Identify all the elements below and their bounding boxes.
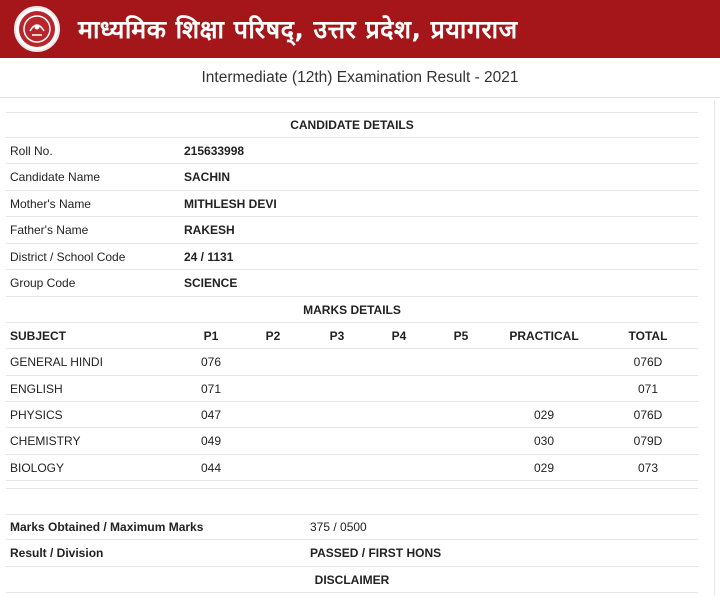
header-p1: P1 (203, 328, 219, 343)
practical-cell: 029 (533, 407, 555, 422)
header-p2: P2 (265, 328, 281, 343)
result-title: Intermediate (12th) Examination Result - 2021 (0, 58, 720, 98)
marks-obtained-label: Marks Obtained / Maximum Marks (10, 520, 204, 534)
candidate-row-name (6, 164, 698, 191)
p1-cell: 071 (200, 381, 222, 396)
practical-cell: 030 (533, 434, 555, 448)
field-label: District / School Code (10, 249, 126, 264)
candidate-section-title: CANDIDATE DETAILS (290, 118, 414, 132)
marks-section-header (6, 297, 698, 323)
candidate-row-father (6, 217, 698, 244)
result-division-label: Result / Division (10, 546, 104, 560)
marks-table-header (6, 323, 698, 349)
subject-cell: PHYSICS (10, 407, 63, 422)
practical-cell: 029 (533, 460, 555, 475)
subject-cell: ENGLISH (10, 381, 63, 396)
subject-cell: BIOLOGY (10, 460, 65, 475)
p1-cell: 044 (200, 460, 222, 475)
table-row (6, 428, 698, 455)
marks-section-title: MARKS DETAILS (303, 302, 401, 317)
result-division-row (6, 540, 698, 567)
candidate-row-group (6, 270, 698, 297)
field-value: RAKESH (184, 223, 235, 237)
header-p4: P4 (391, 328, 407, 343)
table-row (6, 349, 698, 376)
marks-obtained-row (6, 514, 698, 540)
result-division-value: PASSED / FIRST HONS (310, 546, 442, 560)
candidate-row-mother (6, 191, 698, 217)
candidate-section-header (6, 112, 698, 138)
p1-cell: 049 (200, 434, 222, 448)
candidate-row-district (6, 244, 698, 270)
total-cell: 076D (633, 407, 663, 422)
field-value: SACHIN (184, 170, 231, 184)
field-value: 215633998 (184, 143, 245, 158)
page-border (714, 100, 715, 596)
table-row (6, 376, 698, 402)
table-row (6, 402, 698, 428)
field-label: Mother's Name (10, 196, 91, 211)
total-cell: 076D (633, 355, 663, 369)
candidate-row-roll (6, 138, 698, 164)
header-p3: P3 (329, 328, 345, 343)
field-value: MITHLESH DEVI (184, 196, 277, 211)
field-label: Father's Name (10, 223, 89, 237)
field-label: Group Code (10, 276, 76, 290)
header-practical: PRACTICAL (509, 328, 579, 343)
marks-obtained-value: 375 / 0500 (310, 520, 367, 534)
header-total: TOTAL (628, 328, 668, 343)
subject-cell: GENERAL HINDI (10, 355, 103, 369)
subject-cell: CHEMISTRY (10, 434, 81, 448)
field-value: SCIENCE (184, 276, 238, 290)
disclaimer-title: DISCLAIMER (314, 572, 390, 587)
header-subject: SUBJECT (10, 328, 67, 343)
total-cell: 073 (637, 460, 659, 475)
field-value: 24 / 1131 (184, 249, 234, 264)
table-row (6, 455, 698, 481)
total-cell: 071 (637, 381, 659, 396)
field-label: Candidate Name (10, 170, 101, 184)
p1-cell: 047 (200, 407, 222, 422)
field-label: Roll No. (10, 143, 53, 158)
header-banner (0, 0, 720, 58)
total-cell: 079D (633, 434, 663, 448)
disclaimer-row (6, 567, 698, 593)
header-p5: P5 (453, 328, 469, 343)
board-name: माध्यमिक शिक्षा परिषद्, उत्तर प्रदेश, प्रयागराज (78, 15, 518, 44)
spacer-row (6, 481, 698, 489)
p1-cell: 076 (200, 355, 222, 369)
up-government-emblem-icon (14, 6, 60, 52)
